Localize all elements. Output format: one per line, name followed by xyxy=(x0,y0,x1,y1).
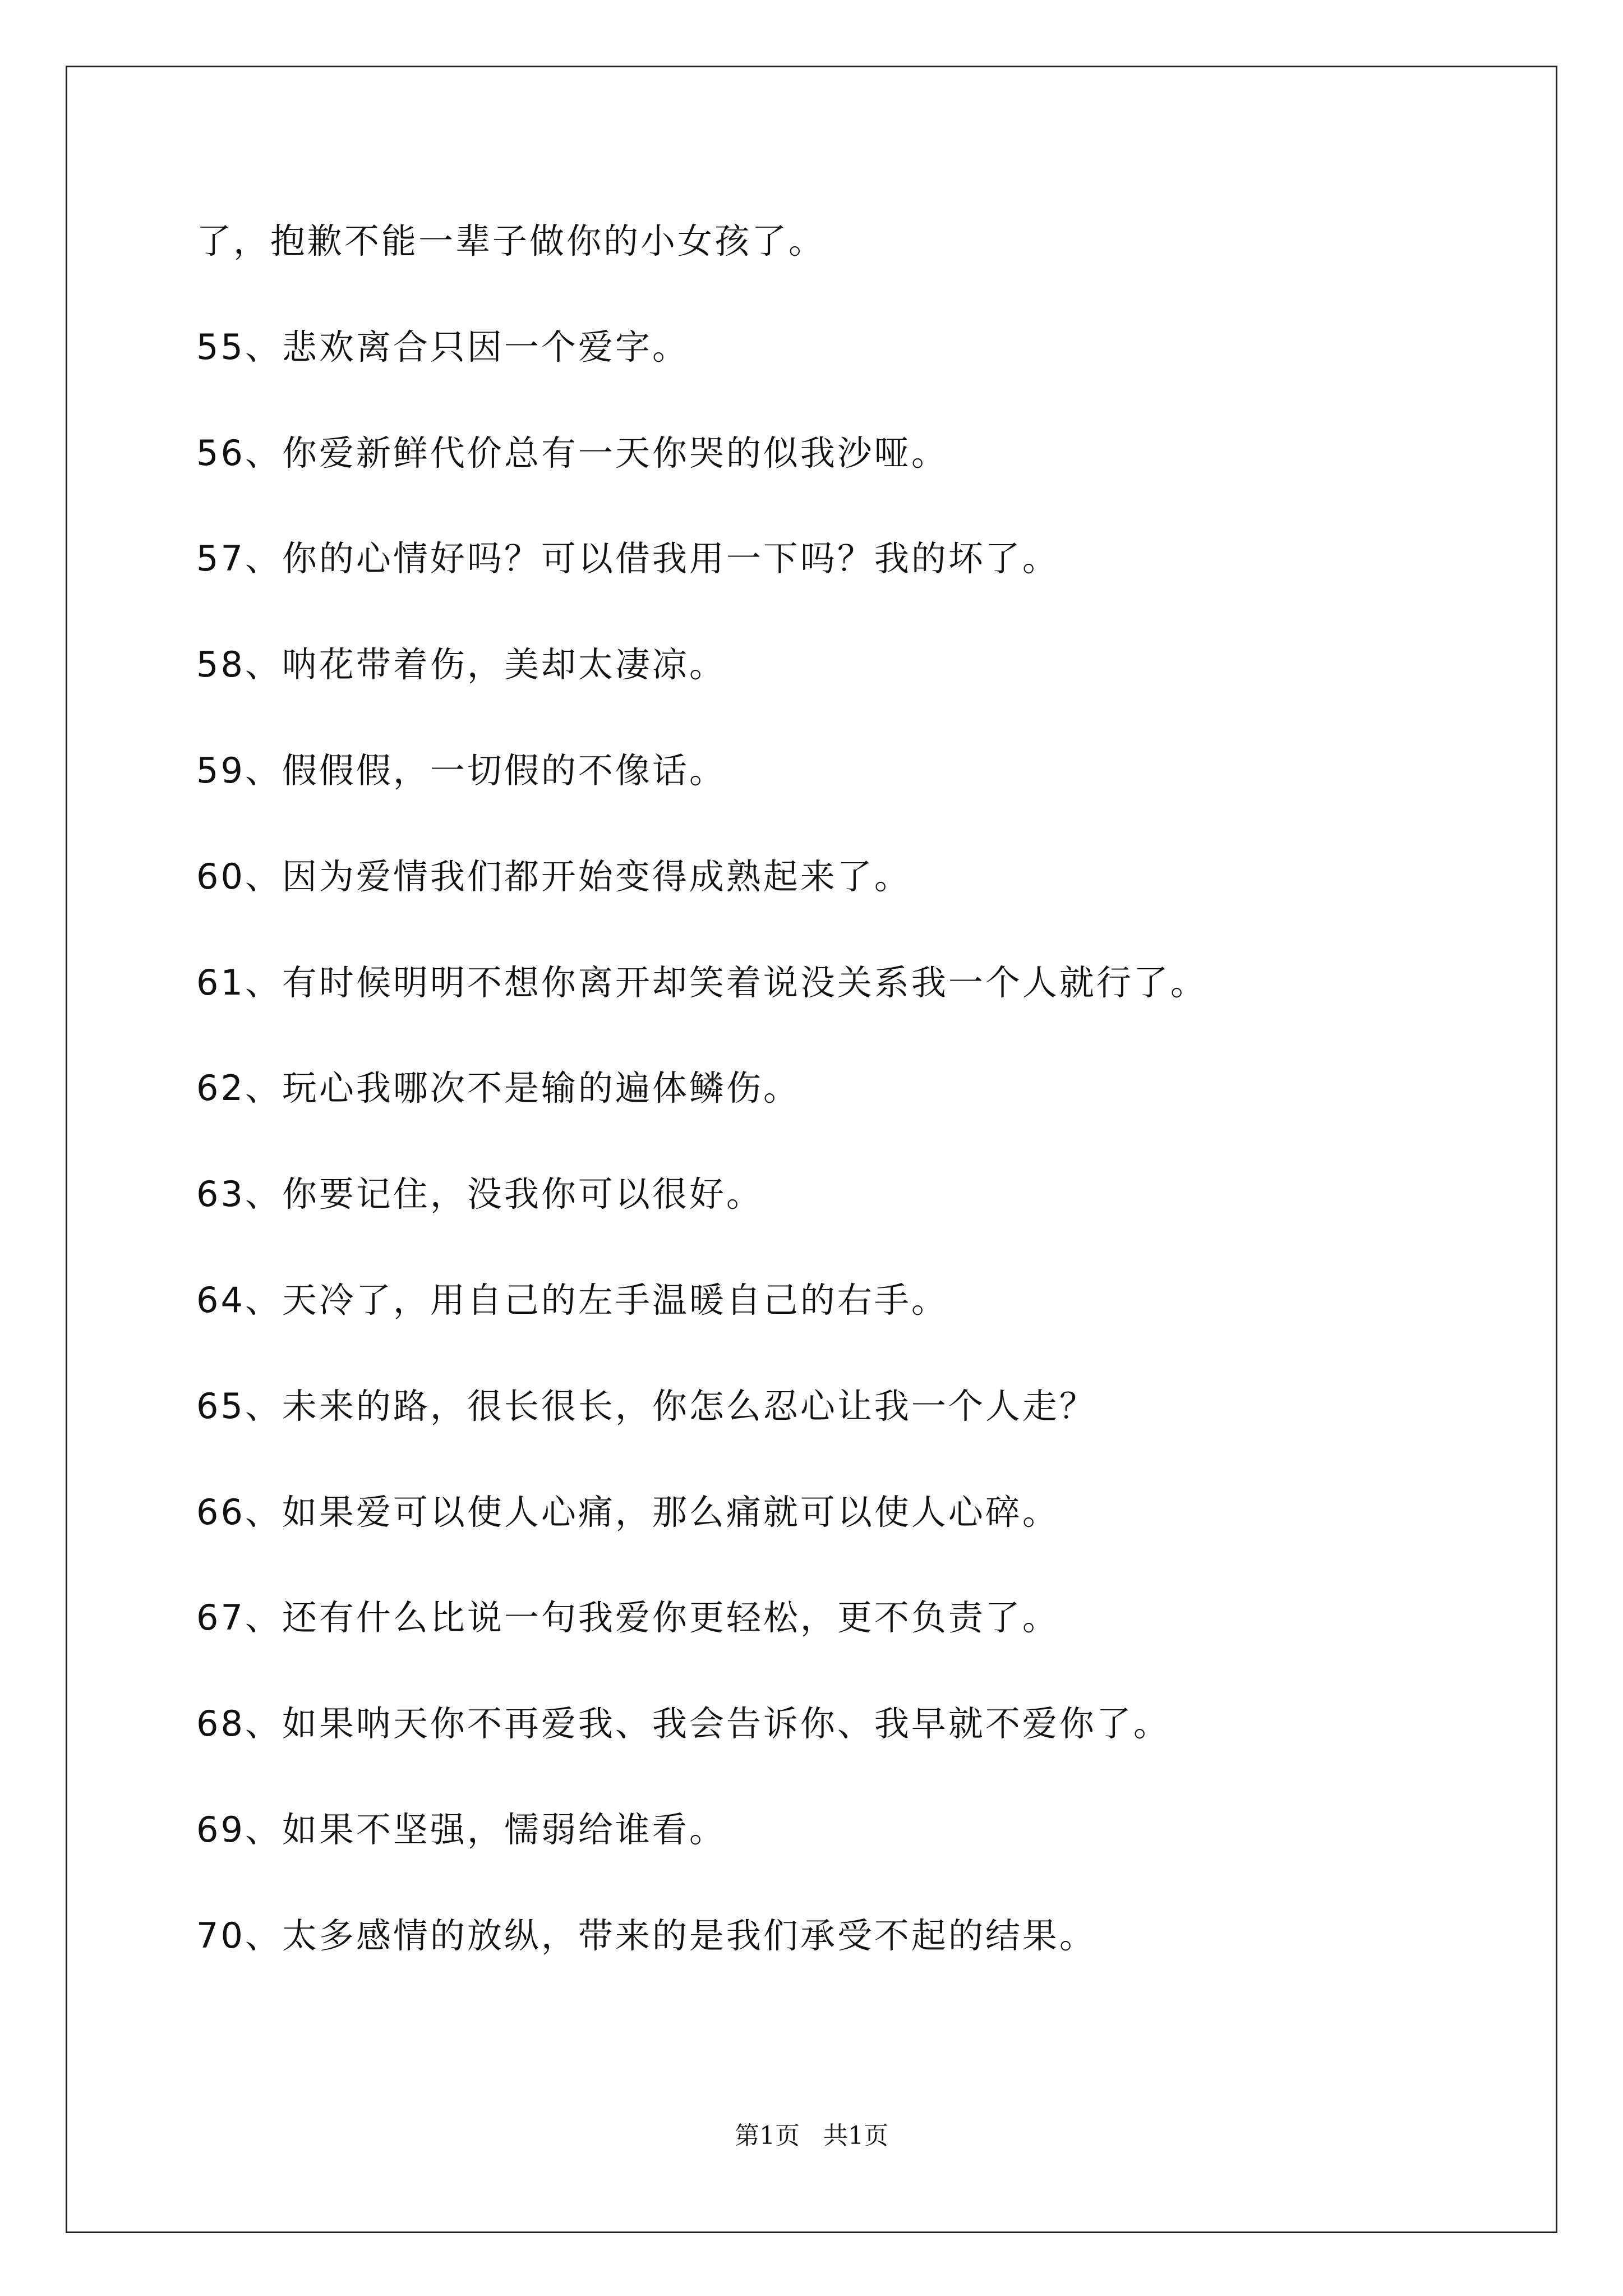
text-line: 了，抱歉不能一辈子做你的小女孩了。 xyxy=(196,220,826,261)
text-line: 69、如果不坚强，懦弱给谁看。 xyxy=(196,1809,726,1850)
text-line: 57、你的心情好吗？可以借我用一下吗？我的坏了。 xyxy=(196,538,1059,579)
text-line: 56、你爱新鲜代价总有一天你哭的似我沙哑。 xyxy=(196,432,948,473)
text-line: 68、如果呐天你不再爱我、我会告诉你、我早就不爱你了。 xyxy=(196,1703,1170,1745)
text-line: 55、悲欢离合只因一个爱字。 xyxy=(196,326,689,367)
document-body xyxy=(196,219,1486,2019)
text-line: 62、玩心我哪次不是输的遍体鳞伤。 xyxy=(196,1068,800,1109)
page-total: 共1页 xyxy=(823,2122,888,2150)
text-line: 70、太多感情的放纵，带来的是我们承受不起的结果。 xyxy=(196,1915,1096,1956)
text-line: 66、如果爱可以使人心痛，那么痛就可以使人心碎。 xyxy=(196,1491,1059,1533)
page-footer xyxy=(0,2119,1623,2153)
text-line: 59、假假假，一切假的不像话。 xyxy=(196,749,726,791)
text-line: 63、你要记住，没我你可以很好。 xyxy=(196,1174,763,1215)
text-line: 64、天冷了，用自己的左手温暖自己的右手。 xyxy=(196,1279,948,1320)
text-line: 61、有时候明明不想你离开却笑着说没关系我一个人就行了。 xyxy=(196,961,1207,1003)
text-line: 65、未来的路，很长很长，你怎么忍心让我一个人走？ xyxy=(196,1385,1096,1427)
page-number: 第1页 xyxy=(735,2122,800,2150)
text-line: 60、因为爱情我们都开始变得成熟起来了。 xyxy=(196,855,911,897)
text-line: 58、呐花带着伤，美却太凄凉。 xyxy=(196,644,726,685)
text-line: 67、还有什么比说一句我爱你更轻松，更不负责了。 xyxy=(196,1597,1059,1639)
